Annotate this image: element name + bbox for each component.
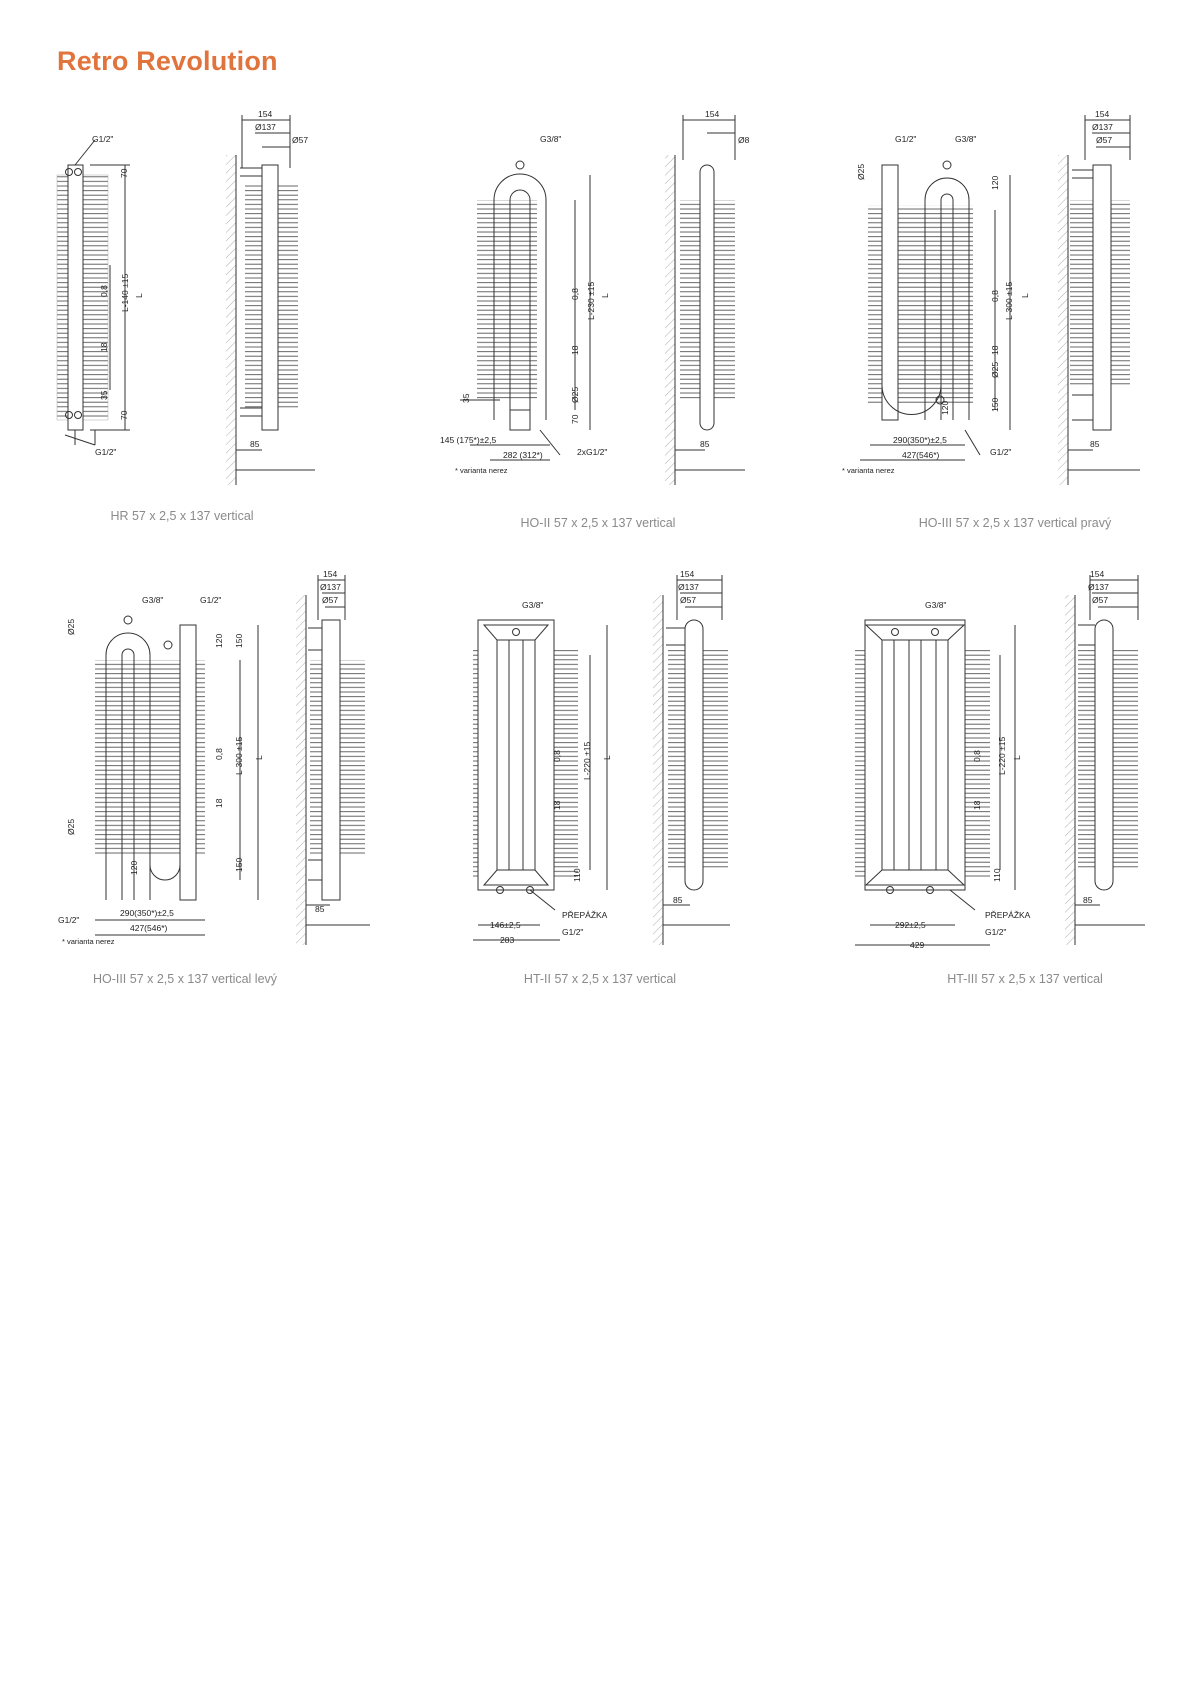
- hoiii-r-18-label: 18: [990, 345, 1000, 355]
- hoiii-r-154-label: 154: [1095, 109, 1110, 119]
- htiii-l-minus-label: L-220 ±15: [997, 736, 1007, 775]
- hoiii-r-width2-label: 427(546*): [902, 450, 940, 460]
- hr-g12-bottom-label: G1/2": [95, 447, 117, 457]
- htiii-110-label: 110: [992, 868, 1002, 882]
- caption-hr: HR 57 x 2,5 x 137 vertical: [110, 509, 254, 523]
- htiii-154-label: 154: [1090, 569, 1105, 579]
- hr-side-view: [226, 115, 315, 485]
- hoiii-right-front-view: [860, 161, 1010, 460]
- hr-d57-label: Ø57: [292, 135, 309, 145]
- hoiii-r-l-label: L: [1020, 293, 1030, 298]
- hr-08-label: 0,8: [99, 285, 109, 297]
- hoiii-l-g12-label: G1/2": [200, 595, 222, 605]
- hoii-70-label: 70: [570, 414, 580, 424]
- hoii-85-label: 85: [700, 439, 710, 449]
- hoiii-r-d25-top-label: Ø25: [856, 163, 866, 180]
- htiii-prepazka-label: PŘEPÁŽKA: [985, 910, 1031, 920]
- hoiii-l-150-top-label: 150: [234, 633, 244, 648]
- hr-l-label: L: [134, 293, 144, 298]
- hoii-side-view: [665, 115, 745, 485]
- hoiii-r-g12-bottom-label: G1/2": [990, 447, 1012, 457]
- hoiii-r-08-label: 0,8: [990, 290, 1000, 302]
- hoiii-r-85-label: 85: [1090, 439, 1100, 449]
- hoii-note-label: * varianta nerez: [455, 466, 508, 475]
- caption-htii: HT-II 57 x 2,5 x 137 vertical: [523, 972, 677, 986]
- hoiii-l-g12-bottom-label: G1/2": [58, 915, 80, 925]
- hoii-g38-label: G3/8": [540, 134, 562, 144]
- hoiii-l-d137-label: Ø137: [320, 582, 341, 592]
- htii-width2-label: 283: [500, 935, 515, 945]
- htii-18-label: 18: [552, 800, 562, 810]
- hoiii-l-width2-label: 427(546*): [130, 923, 168, 933]
- htii-side-view: [653, 575, 730, 945]
- hoiii-r-120-label: 120: [990, 175, 1000, 190]
- hr-l-minus-label: L-140 ±15: [120, 273, 130, 312]
- hoiii-l-120-label: 120: [214, 633, 224, 648]
- hr-g12-top-label: G1/2": [92, 134, 114, 144]
- hoiii-l-d25-top-label: Ø25: [66, 618, 76, 635]
- hr-85-label: 85: [250, 439, 260, 449]
- hoiii-l-width1-label: 290(350*)±2,5: [120, 908, 174, 918]
- hr-154-label: 154: [258, 109, 273, 119]
- hoiii-l-note-label: * varianta nerez: [62, 937, 115, 946]
- hoiii-l-08-label: 0,8: [214, 748, 224, 760]
- hoiii-r-width1-label: 290(350*)±2,5: [893, 435, 947, 445]
- hoii-conn-label: 2xG1/2": [577, 447, 608, 457]
- htiii-08-label: 0,8: [972, 750, 982, 762]
- hr-d137-label: Ø137: [255, 122, 276, 132]
- htiii-l-label: L: [1012, 755, 1022, 760]
- htiii-d137-label: Ø137: [1088, 582, 1109, 592]
- hoiii-l-85-label: 85: [315, 904, 325, 914]
- hoiii-r-d57-label: Ø57: [1096, 135, 1113, 145]
- hoiii-l-l-minus-label: L-300 ±15: [234, 736, 244, 775]
- htii-85-label: 85: [673, 895, 683, 905]
- hoiii-r-d137-label: Ø137: [1092, 122, 1113, 132]
- hoiii-l-d25-bottom-label: Ø25: [66, 818, 76, 835]
- hoiii-l-150-bottom-label: 150: [234, 857, 244, 872]
- hr-35-label: 35: [99, 390, 109, 400]
- caption-hoiii-left: HO-III 57 x 2,5 x 137 vertical levý: [92, 972, 278, 986]
- htii-d137-label: Ø137: [678, 582, 699, 592]
- htii-prepazka-label: PŘEPÁŽKA: [562, 910, 608, 920]
- page-title: Retro Revolution: [57, 46, 278, 76]
- hoii-d8-label: Ø8: [738, 135, 750, 145]
- htiii-side-view: [1065, 575, 1145, 945]
- htii-l-minus-label: L-220 ±15: [582, 741, 592, 780]
- hoiii-r-150-label: 150: [990, 397, 1000, 412]
- hoiii-r-d25-label: Ø25: [990, 361, 1000, 378]
- hoiii-l-g38-label: G3/8": [142, 595, 164, 605]
- htii-08-label: 0,8: [552, 750, 562, 762]
- hoiii-r-g12-label: G1/2": [895, 134, 917, 144]
- hoii-width1-label: 145 (175*)±2,5: [440, 435, 497, 445]
- caption-hoii: HO-II 57 x 2,5 x 137 vertical: [520, 516, 676, 530]
- htiii-85-label: 85: [1083, 895, 1093, 905]
- hoii-l-minus-label: L-230 ±15: [586, 281, 596, 320]
- htiii-g12-label: G1/2": [985, 927, 1007, 937]
- hoiii-r-g38-label: G3/8": [955, 134, 977, 144]
- htiii-width1-label: 292±2,5: [895, 920, 926, 930]
- htii-d57-label: Ø57: [680, 595, 697, 605]
- hoii-08-label: 0,8: [570, 288, 580, 300]
- hoiii-r-120b-label: 120: [940, 400, 950, 415]
- hr-70-top-label: 70: [119, 168, 129, 178]
- htii-154-label: 154: [680, 569, 695, 579]
- htiii-front-view: [855, 620, 1015, 945]
- hoii-l-label: L: [600, 293, 610, 298]
- htii-g12-label: G1/2": [562, 927, 584, 937]
- htii-110-label: 110: [572, 868, 582, 882]
- htii-width1-label: 146±2,5: [490, 920, 521, 930]
- hoiii-r-l-minus-label: L-300 ±15: [1004, 281, 1014, 320]
- caption-htiii: HT-III 57 x 2,5 x 137 vertical: [947, 972, 1103, 986]
- hoiii-right-side-view: [1058, 115, 1140, 485]
- hoii-154-label: 154: [705, 109, 720, 119]
- caption-hoiii-right: HO-III 57 x 2,5 x 137 vertical pravý: [918, 516, 1112, 530]
- hoii-width2-label: 282 (312*): [503, 450, 543, 460]
- hoii-18-label: 18: [570, 345, 580, 355]
- htii-l-label: L: [602, 755, 612, 760]
- htiii-width2-label: 429: [910, 940, 925, 950]
- hoiii-l-154-label: 154: [323, 569, 338, 579]
- hoiii-l-l-label: L: [254, 755, 264, 760]
- hr-70-bottom-label: 70: [119, 410, 129, 420]
- hoiii-l-120b-label: 120: [129, 860, 139, 875]
- hoiii-l-d57-label: Ø57: [322, 595, 339, 605]
- htiii-g38-label: G3/8": [925, 600, 947, 610]
- hoiii-l-18-label: 18: [214, 798, 224, 808]
- hoiii-r-note-label: * varianta nerez: [842, 466, 895, 475]
- hr-18-label: 18: [99, 342, 109, 352]
- htiii-18-label: 18: [972, 800, 982, 810]
- htii-g38-label: G3/8": [522, 600, 544, 610]
- hoiii-left-side-view: [296, 575, 370, 945]
- htiii-d57-label: Ø57: [1092, 595, 1109, 605]
- hoii-35-label: 35: [461, 393, 471, 403]
- hoii-d25-label: Ø25: [570, 386, 580, 403]
